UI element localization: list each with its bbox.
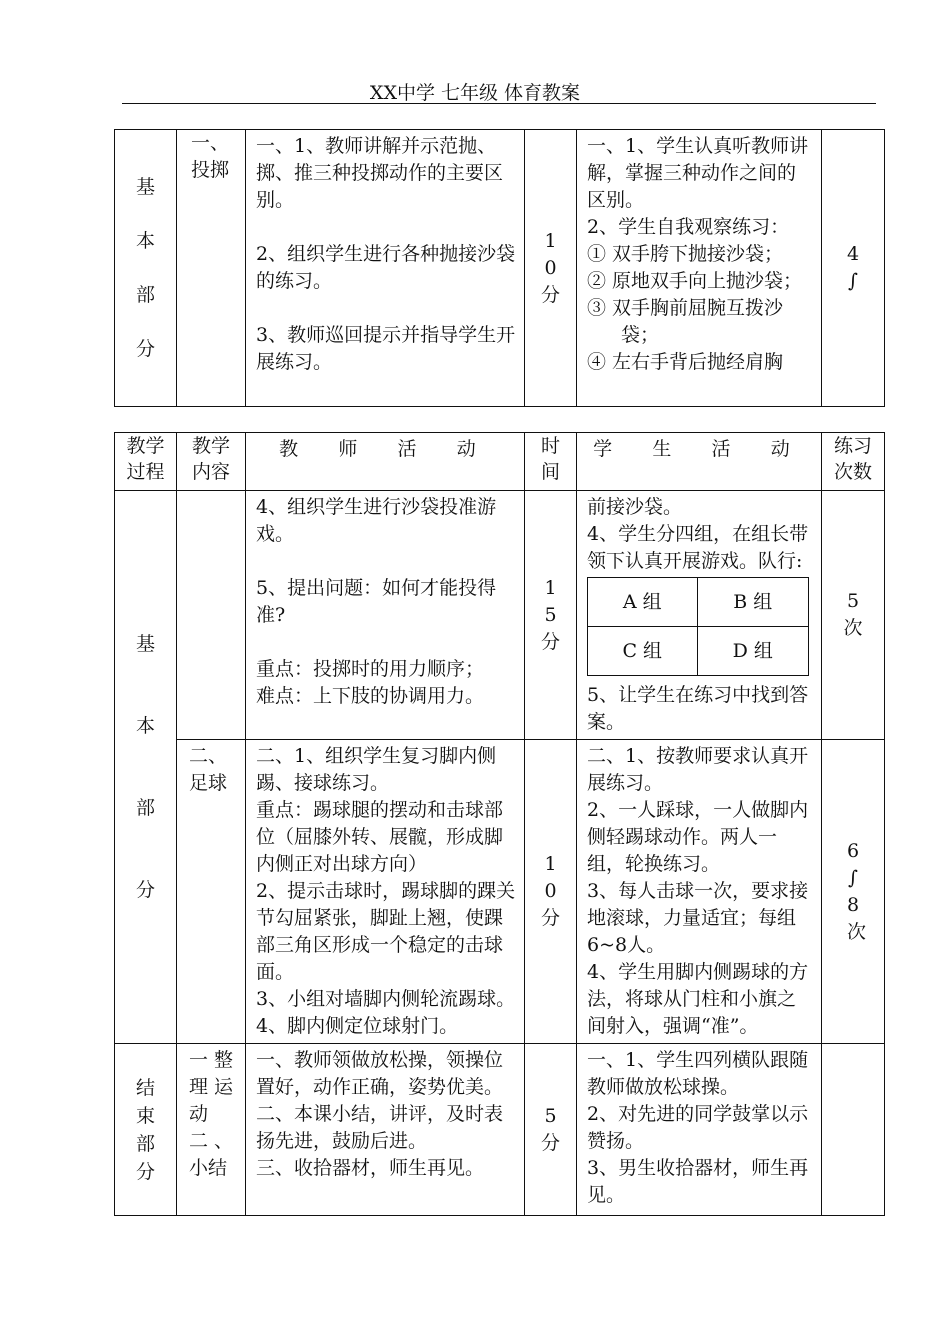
key-point: 重点：投掷时的用力顺序； — [256, 658, 485, 680]
student-activity-cell — [577, 491, 822, 740]
student-activity-cell — [577, 740, 822, 1044]
student-item: 2、一人踩球，一人做脚内侧轻踢球动作。两人一组，轮换练习。 — [587, 799, 809, 875]
teacher-item: 二、1、组织学生复习脚内侧踢、接球练习。 — [256, 745, 497, 794]
header-count — [822, 433, 885, 491]
count-cell — [822, 491, 885, 740]
student-item: 4、学生分四组，在组长带领下认真开展游戏。队行: — [587, 523, 809, 572]
student-activity-cell — [577, 130, 822, 407]
student-intro: 一、1、学生认真听教师讲解，掌握三种动作之间的区别。 — [587, 135, 809, 211]
count-cell — [822, 740, 885, 1044]
teacher-item: 3、教师巡回提示并指导学生开展练习。 — [256, 324, 516, 373]
count-value: 5次 — [843, 590, 863, 639]
teacher-activity-cell — [246, 491, 525, 740]
teacher-activity-cell — [246, 130, 525, 407]
header-time-label: 时间 — [540, 435, 560, 483]
stage-cell — [115, 130, 177, 407]
content-cell — [177, 130, 246, 407]
lesson-table-1 — [114, 129, 885, 407]
teacher-item: 2、提示击球时，踢球脚的踝关节勾屈紧张，脚趾上翘，使踝部三角区形成一个稳定的击球面。 — [256, 880, 516, 983]
content-label: 一、投掷 — [191, 132, 230, 181]
lesson-table-2 — [114, 432, 885, 1216]
header-content-label: 教学内容 — [191, 435, 230, 483]
header-process — [115, 433, 177, 491]
time-value: 10分 — [540, 853, 560, 929]
content-label: 二 、小结 — [189, 1130, 234, 1179]
time-cell — [525, 740, 577, 1044]
group-grid — [587, 577, 809, 676]
stage-label: 基本部分 — [135, 176, 155, 360]
header-process-label: 教学过程 — [126, 435, 165, 483]
content-cell — [177, 740, 246, 1044]
student-item: 前接沙袋。 — [587, 496, 683, 518]
student-sub: 2、学生自我观察练习： — [587, 216, 790, 238]
teacher-item: 5、提出问题：如何才能投得准? — [256, 577, 497, 626]
student-item: ③ 双手胸前屈腕互拨沙袋； — [587, 297, 784, 346]
teacher-item: 二、本课小结，讲评，及时表扬先进，鼓励后进。 — [256, 1103, 504, 1152]
count-value: 6∫8次 — [847, 839, 867, 943]
student-item: ④ 左右手背后抛经肩胸 — [587, 351, 784, 373]
teacher-item: 三、收拾器材，师生再见。 — [256, 1157, 485, 1179]
time-cell — [525, 1044, 577, 1216]
content-cell — [177, 491, 246, 740]
content-label: 一 整理 运动 — [189, 1049, 234, 1125]
teacher-activity-cell — [246, 740, 525, 1044]
group-cell: D 组 — [697, 627, 808, 676]
student-item: 3、男生收拾器材，师生再见。 — [587, 1157, 809, 1206]
stage-label: 基本部分 — [135, 633, 155, 901]
time-cell — [525, 130, 577, 407]
count-cell — [822, 130, 885, 407]
group-cell: C 组 — [588, 627, 698, 676]
difficult-point: 难点：上下肢的协调用力。 — [256, 685, 485, 707]
student-activity-cell — [577, 1044, 822, 1216]
count-value: 4∫ — [847, 243, 860, 292]
header-time — [525, 433, 577, 491]
student-item: 5、让学生在练习中找到答案。 — [587, 684, 809, 733]
teacher-activity-cell — [246, 1044, 525, 1216]
time-value: 15分 — [540, 576, 560, 653]
group-cell: A 组 — [588, 578, 698, 627]
teacher-item: 2、组织学生进行各种抛接沙袋的练习。 — [256, 243, 516, 292]
student-item: 3、每人击球一次，要求接地滚球，力量适宜；每组6~8人。 — [587, 880, 809, 956]
header-teacher-label: 教 师 活 动 — [279, 438, 493, 460]
content-label: 二、足球 — [189, 745, 228, 794]
teacher-item: 3、小组对墙脚内侧轮流踢球。 — [256, 988, 516, 1010]
teacher-item: 一、1、教师讲解并示范抛、掷、推三种投掷动作的主要区别。 — [256, 135, 504, 211]
header-teacher — [246, 433, 525, 491]
teacher-item: 4、组织学生进行沙袋投准游戏。 — [256, 496, 497, 545]
time-cell — [525, 491, 577, 740]
student-item: 4、学生用脚内侧踢球的方法，将球从门柱和小旗之间射入，强调“准”。 — [587, 961, 809, 1037]
stage-label: 结束部分 — [135, 1076, 155, 1183]
header-count-label: 练习次数 — [833, 435, 872, 483]
header-student-label: 学 生 活 动 — [593, 438, 807, 460]
student-item: 二、1、按教师要求认真开展练习。 — [587, 745, 809, 794]
time-value: 10分 — [540, 229, 560, 306]
student-item: 2、对先进的同学鼓掌以示赞扬。 — [587, 1103, 809, 1152]
header-content — [177, 433, 246, 491]
stage-cell — [115, 1044, 177, 1216]
teacher-item: 4、脚内侧定位球射门。 — [256, 1015, 459, 1037]
group-cell: B 组 — [697, 578, 808, 627]
student-item: 一、1、学生四列横队跟随教师做放松球操。 — [587, 1049, 809, 1098]
count-cell — [822, 1044, 885, 1216]
stage-cell — [115, 491, 177, 1044]
header-student — [577, 433, 822, 491]
student-item: ① 双手胯下抛接沙袋； — [587, 243, 784, 265]
header-rule — [122, 103, 876, 104]
key-point: 重点：踢球腿的摆动和击球部位（屈膝外转、展髋，形成脚内侧正对出球方向） — [256, 799, 504, 875]
content-cell — [177, 1044, 246, 1216]
page-header: XX中学 七年级 体育教案 — [369, 82, 581, 104]
teacher-item: 一、教师领做放松操，领操位置好，动作正确，姿势优美。 — [256, 1049, 504, 1098]
student-item: ② 原地双手向上抛沙袋； — [587, 270, 803, 292]
time-value: 5分 — [540, 1104, 560, 1154]
